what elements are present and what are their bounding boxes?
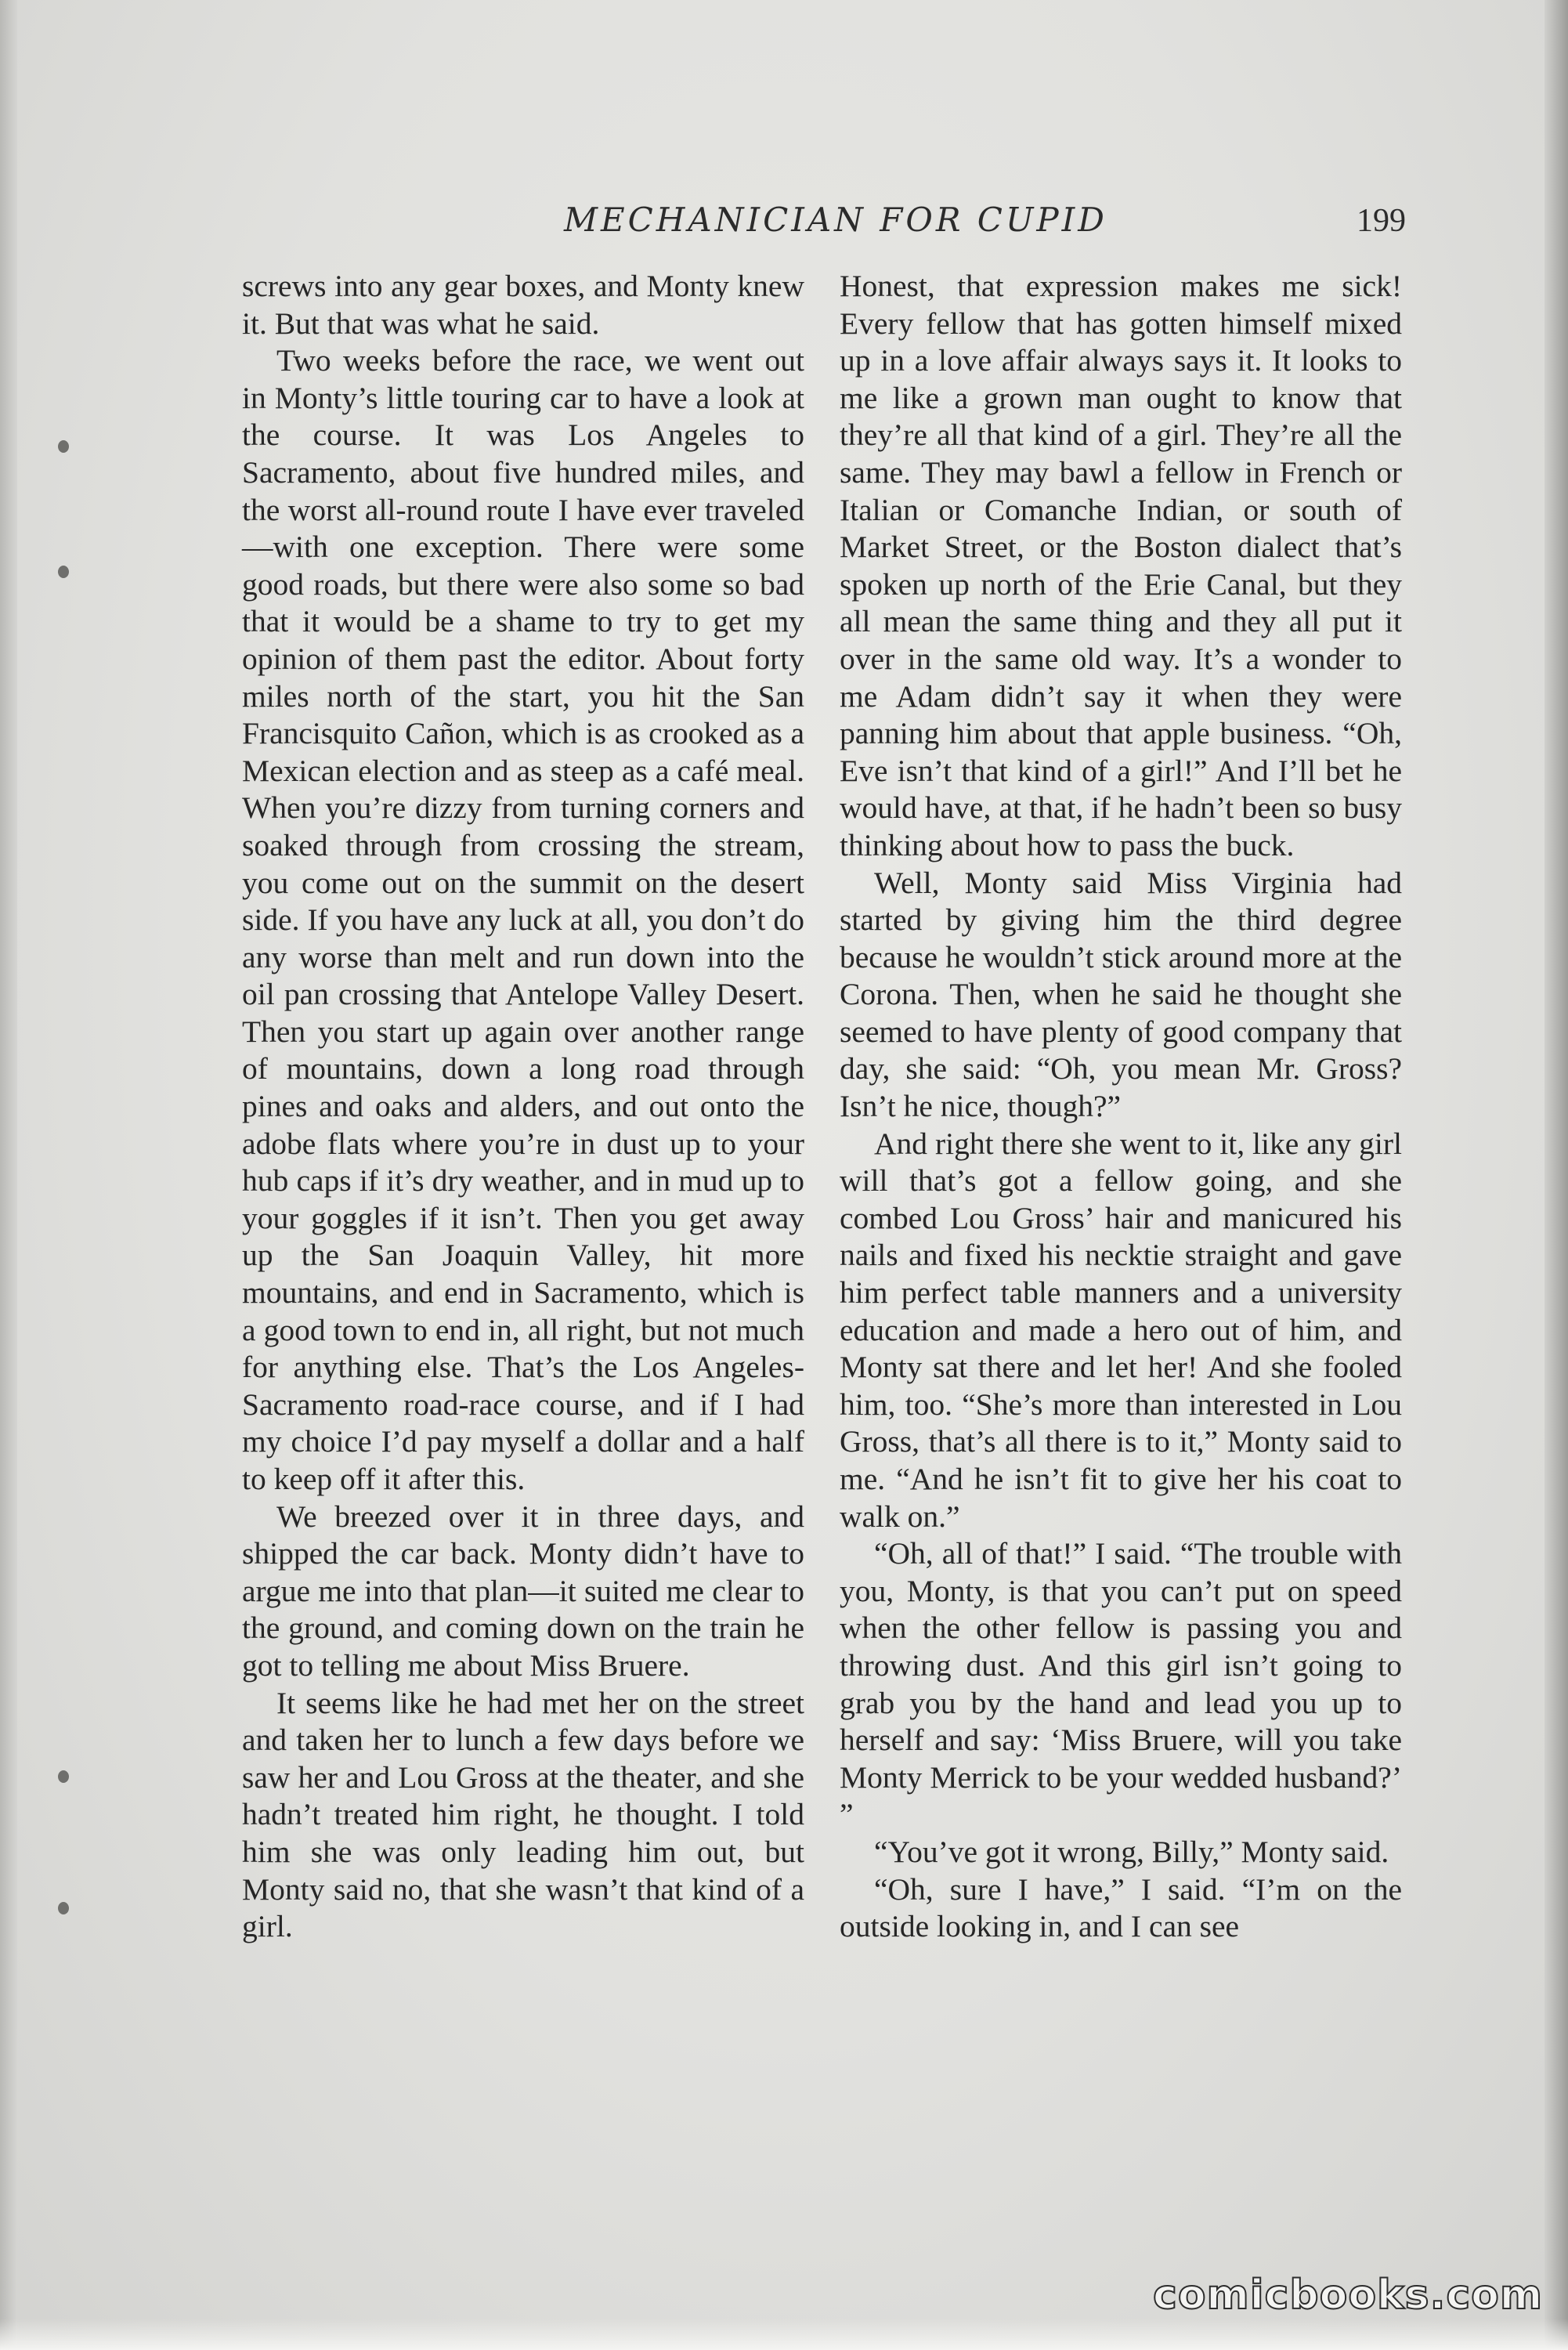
paragraph: Two weeks before the race, we went out in Monty’s little touring car to have a look at the course. It was Los Angeles to Sacramento, about five hundred miles, and the worst all-round route I have ever traveled—with one exception. There were some good roads, but there were also some so bad that it would be a shame to try to get my opinion of them past the editor. About forty miles north of the start, you hit the San Francisquito Cañon, which is as crooked as a Mexican election and as steep as a café meal. When you’re dizzy from turning corners and soaked through from crossing the stream, you come out on the summit on the desert side. If you have any luck at all, you don’t do any worse than melt and run down into the oil pan crossing that Antelope Valley Desert. Then you start up again over another range of mountains, down a long road through pines and oaks and alders, and out onto the adobe flats where you’re in dust up to your hub caps if it’s dry weather, and in mud up to your goggles if it isn’t. Then you get away up the San Joaquin Valley, hit more mountains, and end in Sacramento, which is a good town to end in, all right, but not much for anything else. That’s the Los Angeles-Sacramento road-race course, and if I had my choice I’d pay myself a dollar and a half to keep off it after this.	[242, 343, 804, 1496]
page-right-edge-shadow	[1545, 0, 1568, 2350]
right-text-column	[840, 268, 1402, 1946]
site-watermark: comicbooks.com	[1153, 2272, 1544, 2319]
paragraph: And right there she went to it, like any girl will that’s got a fellow going, and she combed Lou Gross’ hair and manicured his nails and fixed his necktie straight and gave him perfect table manners and a university education and made a hero out of him, and Monty sat there and let her! And she fooled him, too. “She’s more than interested in Lou Gross, that’s all there is to it,” Monty said to me. “And he isn’t fit to give her his coat to walk on.”	[840, 1126, 1402, 1534]
page-left-edge	[0, 0, 17, 2350]
paragraph: “You’ve got it wrong, Billy,” Monty said.	[874, 1834, 1389, 1869]
left-text-column	[242, 268, 804, 1946]
paragraph: “Oh, sure I have,” I said. “I’m on the outside looking in, and I can see	[840, 1871, 1402, 1944]
running-title: MECHANICIAN FOR CUPID	[564, 201, 1107, 239]
binding-hole-mark	[58, 1770, 69, 1783]
paragraph: “Oh, all of that!” I said. “The trouble with you, Monty, is that you can’t put on speed when the other fellow is passing you and throwing dust. And this girl isn’t going to grab you by the hand and lead you up to herself and say: ‘Miss Bruere, will you take Monty Merrick to be your wedded husband?’ ”	[840, 1536, 1402, 1832]
paragraph: screws into any gear boxes, and Monty knew it. But that was what he said.	[242, 269, 804, 341]
binding-hole-mark	[58, 440, 69, 453]
binding-hole-mark	[58, 1902, 69, 1914]
running-header	[235, 201, 1410, 248]
paragraph: It seems like he had met her on the street and taken her to lunch a few days before we saw her and Lou Gross at the theater, and she hadn’t treated him right, he thought. I told him she was only leading him out, but Monty said no, that she wasn’t that kind of a girl.	[242, 1685, 804, 1944]
paragraph: Well, Monty said Miss Virginia had started by giving him the third degree because he wouldn’t stick around more at the Corona. Then, when he said he thought she seemed to have plenty of good company that day, she said: “Oh, you mean Mr. Gross? Isn’t he nice, though?”	[840, 865, 1402, 1124]
binding-hole-mark	[58, 566, 69, 578]
page-bottom-edge	[0, 2319, 1568, 2350]
page-number: 199	[1357, 203, 1406, 239]
paragraph: We breezed over it in three days, and shipped the car back. Monty didn’t have to argue me into that plan—it suited me clear to the ground, and coming down on the train he got to telling me about Miss Bruere.	[242, 1499, 804, 1683]
paragraph: Honest, that expression makes me sick! Every fellow that has gotten himself mixed up in a love affair always says it. It looks to me like a grown man ought to know that they’re all that kind of a girl. They’re all the same. They may bawl a fellow in French or Italian or Comanche Indian, or south of Market Street, or the Boston dialect that’s spoken up north of the Erie Canal, but they all mean the same thing and they all put it over in the same old way. It’s a wonder to me Adam didn’t say it when they were panning him about that apple business. “Oh, Eve isn’t that kind of a girl!” And I’ll bet he would have, at that, if he hadn’t been so busy thinking about how to pass the buck.	[840, 269, 1402, 862]
